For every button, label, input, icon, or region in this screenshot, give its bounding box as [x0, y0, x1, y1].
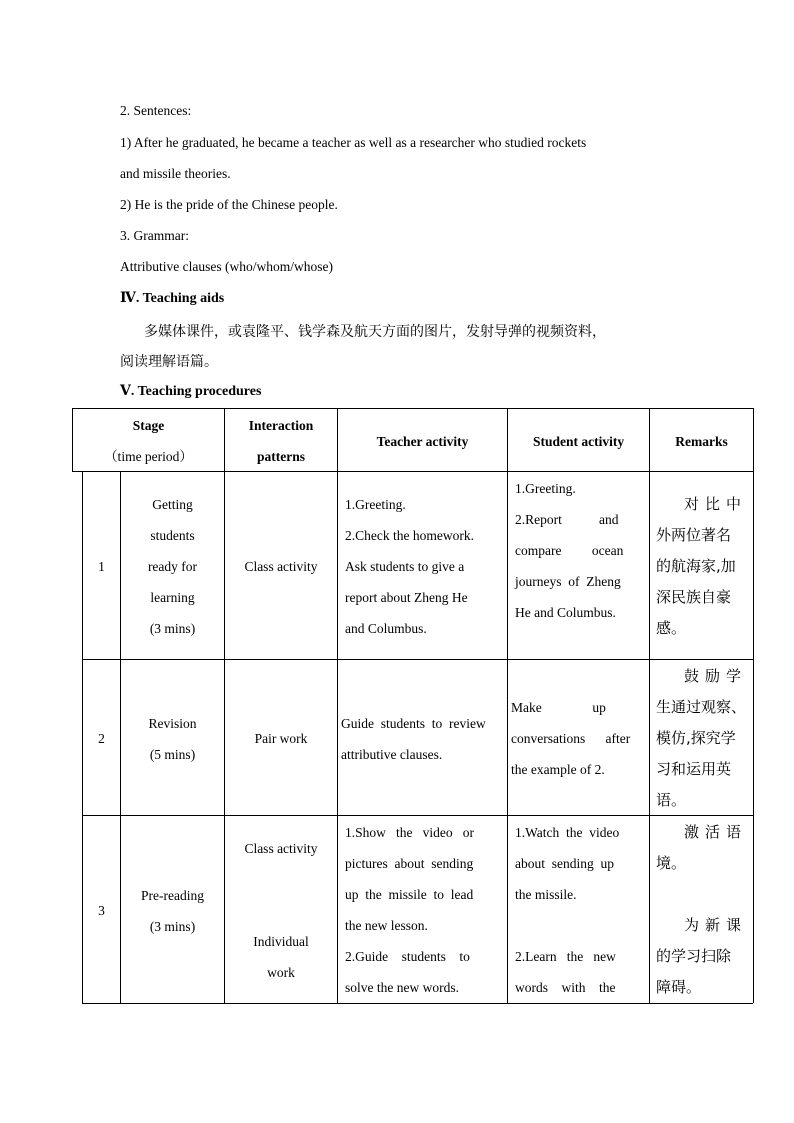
header-student-activity: Student activity: [532, 434, 625, 449]
grammar-heading: 3. Grammar:: [120, 228, 189, 243]
teacher-line: Guide students to review: [341, 716, 486, 731]
interaction-line: Individual: [253, 934, 309, 949]
student-line: 2.Learn the new: [515, 949, 616, 964]
teacher-line: and Columbus.: [345, 621, 427, 636]
remarks-line: 感。: [656, 619, 687, 637]
table-border: [82, 659, 753, 660]
stage-line: (3 mins): [149, 919, 196, 934]
row-2-interaction: Pair work: [254, 731, 308, 746]
row-3-number: 3: [98, 903, 105, 918]
student-line: He and Columbus.: [515, 605, 616, 620]
remarks-line: 对比中: [683, 495, 747, 513]
row-3-interaction-class: Class activity: [244, 841, 318, 856]
row-2-remarks: [656, 661, 747, 816]
table-border: [72, 408, 753, 409]
student-line: the missile.: [515, 887, 577, 902]
stage-line: Pre-reading: [141, 888, 204, 903]
stage-line: (3 mins): [149, 621, 196, 636]
stage-line: Getting: [152, 497, 193, 512]
row-1-remarks: [656, 489, 747, 644]
row-1-number: 1: [98, 559, 105, 574]
stage-line: learning: [150, 590, 195, 605]
student-line: words with the: [515, 980, 616, 995]
student-line: conversations after: [511, 731, 631, 746]
sentence-1-line-2: and missile theories.: [120, 166, 231, 181]
grammar-text: Attributive clauses (who/whom/whose): [120, 259, 333, 274]
student-line: compare ocean: [515, 543, 624, 558]
header-interaction: Interaction: [248, 418, 314, 433]
student-line: about sending up: [515, 856, 614, 871]
teaching-aids-heading: Ⅳ. Teaching aids: [120, 291, 225, 306]
header-teacher-activity: Teacher activity: [376, 434, 469, 449]
teaching-aids-line-2: 阅读理解语篇。: [120, 354, 218, 370]
remarks-line: 的学习扫除: [656, 947, 732, 965]
interaction-line: work: [267, 965, 295, 980]
table-border: [507, 408, 508, 1003]
stage-line: (5 mins): [149, 747, 196, 762]
row-3-remarks: [656, 817, 747, 879]
row-2-number: 2: [98, 731, 105, 746]
student-line: Make up: [511, 700, 606, 715]
header-stage-sub: （time period）: [104, 449, 193, 464]
table-border: [82, 1003, 753, 1004]
row-2-teacher-activity: [341, 708, 504, 770]
row-1-student-activity: [515, 473, 642, 628]
row-3-student-activity-2: [515, 941, 642, 1003]
row-1-interaction: Class activity: [244, 559, 318, 574]
teacher-line: up the missile to lead: [345, 887, 474, 902]
sentence-2: 2) He is the pride of the Chinese people.: [120, 197, 338, 212]
teacher-line: solve the new words.: [345, 980, 459, 995]
student-line: the example of 2.: [511, 762, 605, 777]
remarks-line: 外两位著名: [656, 526, 732, 544]
teacher-line: the new lesson.: [345, 918, 428, 933]
sentence-1-line-1: 1) After he graduated, he became a teacher as well as a researcher who studied rockets: [120, 135, 587, 150]
header-stage: Stage: [132, 418, 165, 433]
remarks-line: 鼓励学: [683, 667, 747, 685]
remarks-line: 习和运用英: [656, 760, 732, 778]
row-2-student-activity: [511, 692, 645, 785]
row-3-interaction-individual: [225, 926, 337, 988]
teaching-aids-line-1: 多媒体课件，或袁隆平、钱学森及航天方面的图片，发射导弹的视频资料，: [144, 324, 606, 340]
table-border: [224, 408, 225, 1003]
row-3-student-activity: [515, 817, 642, 910]
teacher-line: 1.Greeting.: [345, 497, 406, 512]
row-2-stage: [121, 708, 224, 770]
stage-line: students: [150, 528, 195, 543]
teacher-line: 2.Check the homework.: [345, 528, 474, 543]
teacher-line: Ask students to give a: [345, 559, 465, 574]
remarks-line: 境。: [656, 854, 687, 872]
table-border: [649, 408, 650, 1003]
teaching-procedures-heading: Ⅴ. Teaching procedures: [120, 384, 262, 399]
student-line: 2.Report and: [515, 512, 619, 527]
teacher-line: pictures about sending: [345, 856, 474, 871]
remarks-line: 激活语: [683, 823, 747, 841]
sentences-heading: 2. Sentences:: [120, 103, 192, 118]
stage-line: ready for: [147, 559, 198, 574]
row-1-stage: [121, 489, 224, 644]
table-border: [337, 408, 338, 1003]
student-line: 1.Watch the video: [515, 825, 620, 840]
header-interaction-sub: patterns: [257, 449, 305, 464]
remarks-line: 生通过观察、: [656, 698, 747, 716]
teacher-line: report about Zheng He: [345, 590, 468, 605]
teacher-line: attributive clauses.: [341, 747, 443, 762]
remarks-line: 深民族自豪: [656, 588, 732, 606]
remarks-line: 模仿,探究学: [656, 729, 736, 747]
table-border: [753, 408, 754, 1003]
row-1-teacher-activity: [345, 489, 500, 644]
student-line: journeys of Zheng: [515, 574, 621, 589]
row-3-remarks-2: [656, 910, 747, 1003]
row-3-teacher-activity: [345, 817, 500, 1003]
row-3-stage: [121, 880, 224, 942]
remarks-line: 障碍。: [656, 978, 702, 996]
remarks-line: 的航海家,加: [656, 557, 736, 575]
teacher-line: 2.Guide students to: [345, 949, 470, 964]
header-remarks: Remarks: [675, 434, 728, 449]
student-line: 1.Greeting.: [515, 481, 576, 496]
table-border: [82, 815, 753, 816]
remarks-line: 为新课: [683, 916, 747, 934]
teacher-line: 1.Show the video or: [345, 825, 474, 840]
remarks-line: 语。: [656, 791, 687, 809]
stage-line: Revision: [148, 716, 197, 731]
